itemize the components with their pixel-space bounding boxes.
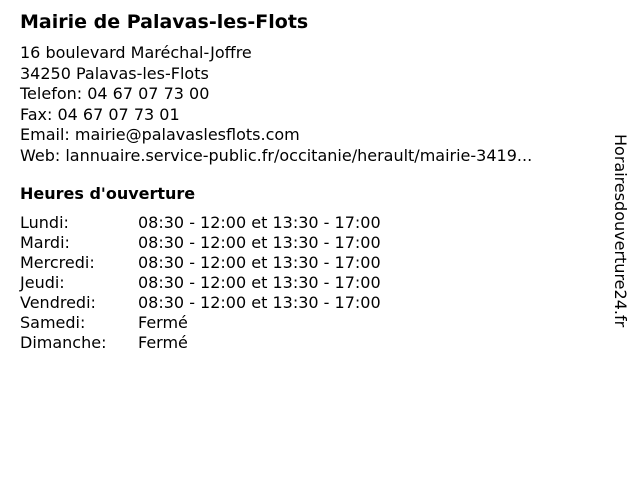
time-value: 08:30 - 12:00 et 13:30 - 17:00 [138,253,381,272]
contact-block [20,43,532,166]
time-value: 08:30 - 12:00 et 13:30 - 17:00 [138,273,381,292]
day-label: Dimanche: [20,333,107,352]
site-watermark: Horairesdouverture24.fr [611,134,630,328]
time-value: Fermé [138,333,188,352]
hours-row-friday [20,293,381,313]
day-label: Lundi: [20,213,69,232]
telephone-line: Telefon: 04 67 07 73 00 [20,84,210,103]
hours-row-saturday [20,313,381,333]
day-label: Jeudi: [20,273,65,292]
hours-row-monday [20,213,381,233]
address-line-city: 34250 Palavas-les-Flots [20,63,209,83]
day-label: Samedi: [20,313,86,332]
day-label: Mercredi: [20,253,95,272]
office-title: Mairie de Palavas-les-Flots [20,11,309,33]
time-value: 08:30 - 12:00 et 13:30 - 17:00 [138,293,381,312]
address-line-street: 16 boulevard Maréchal-Joffre [20,43,252,62]
time-value: 08:30 - 12:00 et 13:30 - 17:00 [138,213,381,232]
day-label: Mardi: [20,233,70,252]
email-line: Email: mairie@palavaslesflots.com [20,125,300,144]
hours-row-tuesday [20,233,381,253]
time-value: Fermé [138,313,188,332]
hours-row-sunday [20,333,381,353]
hours-row-thursday [20,273,381,293]
hours-row-wednesday [20,253,381,273]
opening-hours-table [20,213,381,353]
hours-heading: Heures d'ouverture [20,184,196,203]
time-value: 08:30 - 12:00 et 13:30 - 17:00 [138,233,381,252]
fax-line: Fax: 04 67 07 73 01 [20,104,180,124]
web-line: Web: lannuaire.service-public.fr/occitanie/herault/mairie-3419... [20,145,533,165]
day-label: Vendredi: [20,293,96,312]
